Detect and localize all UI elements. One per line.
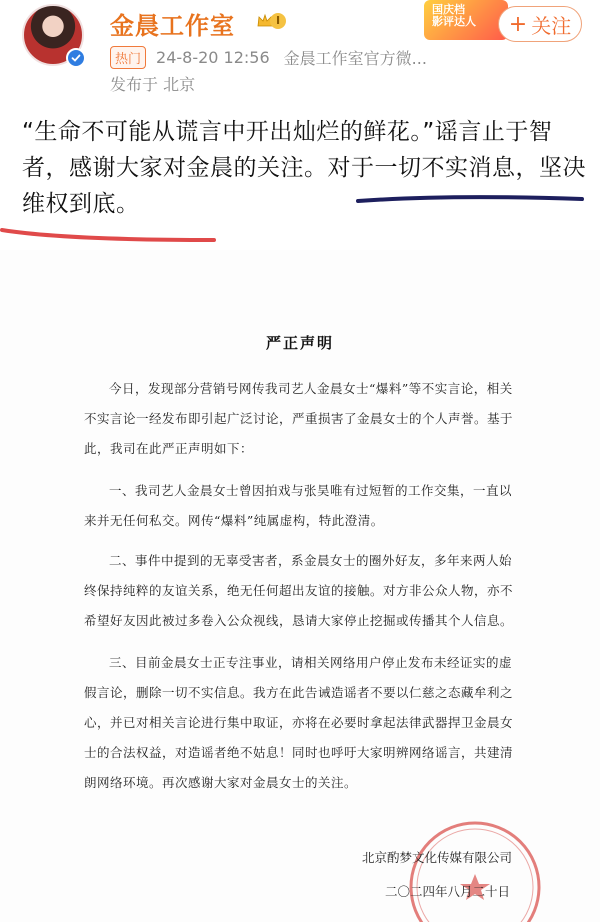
post-location: 发布于 北京 [110,75,196,94]
statement-paragraph: 一、我司艺人金晨女士曾因拍戏与张昊唯有过短暂的工作交集，一直以来并无任何私交。网传“爆料”纯属虚构，特此澄清。 [84,483,513,528]
statement-paragraph: 二、事件中提到的无辜受害者，系金晨女士的圈外好友，多年来两人始终保持纯粹的友谊关系，绝无任何超出友谊的接触。对方非公众人物，亦不希望好友因此被过多卷入公众视线，恳请大家停止挖掘或传播其个人信息。 [84,553,514,628]
statement-title: 严正声明 [265,334,334,352]
vip-level: I [270,13,286,29]
promo-card[interactable] [424,0,508,40]
underline-mark-2 [0,222,220,246]
statement-signer: 北京酌梦文化传媒有限公司 [361,850,512,865]
underline-mark-1 [354,192,586,208]
username[interactable]: 金晨工作室 [110,12,235,40]
company-seal [404,816,546,922]
hot-tag[interactable]: 热门 [110,46,146,69]
follow-button[interactable] [498,6,582,42]
post-meta [110,46,427,69]
promo-text-1: 国庆档 [432,3,465,16]
post-header [0,0,600,100]
vip-badge[interactable] [256,11,298,31]
statement-document [0,250,600,922]
post-timestamp: 24-8-20 12:56 [156,48,270,67]
statement-paragraph: 今日，发现部分营销号网传我司艺人金晨女士“爆料”等不实言论，相关不实言论一经发布即引起广泛讨论，严重损害了金晨女士的个人声誉。基于此，我司在此严正声明如下： [84,381,514,456]
plus-icon: + [508,11,528,37]
follow-label: 关注 [531,13,572,38]
post-source[interactable]: 金晨工作室官方微... [283,49,427,68]
post-text: “生命不可能从谎言中开出灿烂的鲜花。”谣言止于智者，感谢大家对金晨的关注。对于一切不实消息，坚决维权到底。 [22,119,586,217]
statement-date: 二〇二四年八月二十日 [384,884,510,899]
verified-badge-icon [66,48,86,68]
promo-text-2: 影评达人 [432,15,476,28]
statement-paragraph: 三、目前金晨女士正专注事业，请相关网络用户停止发布未经证实的虚假言论，删除一切不实信息。我方在此告诫造谣者不要以仁慈之态藏牟利之心，并已对相关言论进行集中取证，亦将在必要时拿起法律武器捍卫金晨女士的合法权益，对造谣者绝不姑息！同时也呼吁大家明辨网络谣言，共建清朗网络环境。再次感谢大家对金晨女士的关注。 [84,655,514,790]
